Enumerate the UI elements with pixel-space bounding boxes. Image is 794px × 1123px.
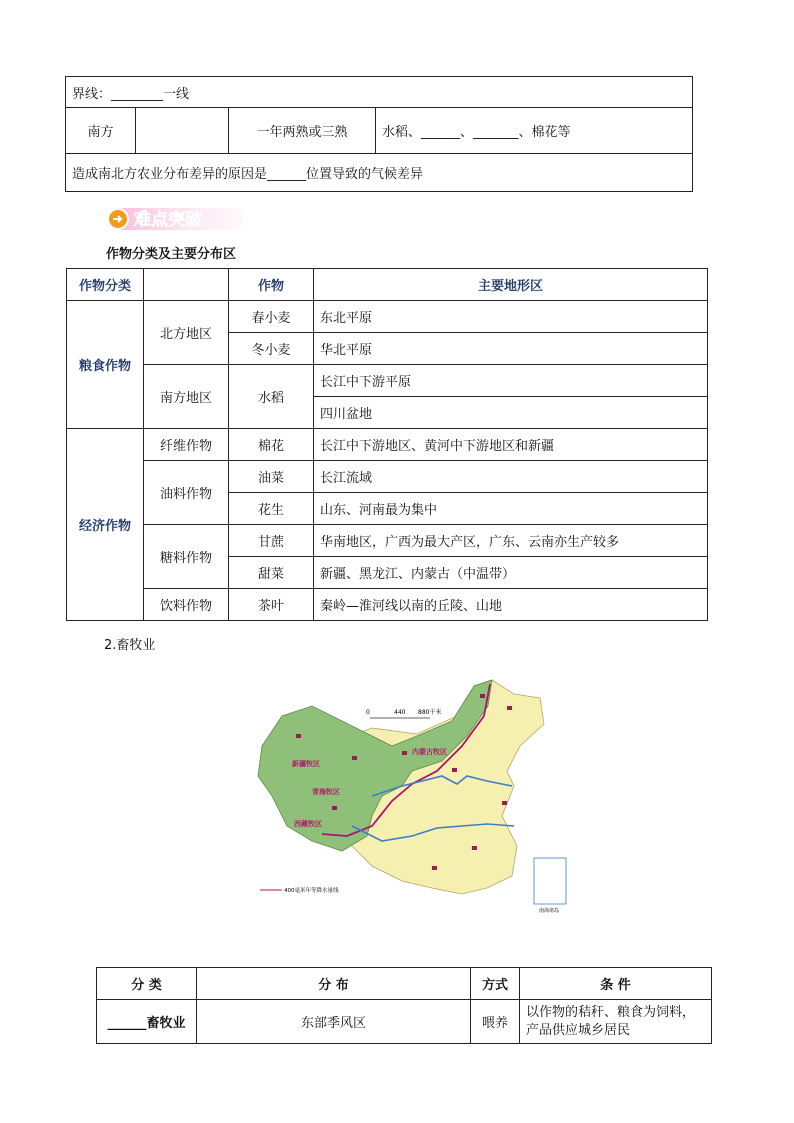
tea-area: 秦岭—淮河线以南的丘陵、山地 <box>314 589 708 621</box>
header-method: 方式 <box>471 968 520 1000</box>
boundary-row: 界线：________一线 <box>66 77 693 108</box>
qinghai-pasture: 青海牧区 <box>312 788 340 796</box>
inner-mongolia-pasture: 内蒙古牧区 <box>412 748 447 756</box>
rice: 水稻 <box>229 365 314 429</box>
south-blank-cell <box>136 108 229 154</box>
south-sea-inset <box>534 858 566 904</box>
peanut: 花生 <box>229 493 314 525</box>
south-label: 南方 <box>66 108 136 154</box>
header-class: 分 类 <box>97 968 197 1000</box>
rapeseed-area: 长江流域 <box>314 461 708 493</box>
livestock-distribution: 东部季风区 <box>197 1000 471 1044</box>
spring-wheat: 春小麦 <box>229 301 314 333</box>
rice-area-1: 长江中下游平原 <box>314 365 708 397</box>
scale-880: 880千米 <box>418 709 442 716</box>
xinjiang-pasture: 新疆牧区 <box>292 760 320 768</box>
sugarcane: 甘蔗 <box>229 525 314 557</box>
header-condition: 条 件 <box>520 968 712 1000</box>
livestock-map <box>252 676 574 916</box>
difficulty-banner <box>104 204 246 234</box>
tea: 茶叶 <box>229 589 314 621</box>
livestock-table <box>96 967 712 1044</box>
peanut-area: 山东、河南最为集中 <box>314 493 708 525</box>
beet-area: 新疆、黑龙江、内蒙古（中温带） <box>314 557 708 589</box>
sugarcane-area: 华南地区，广西为最大产区，广东、云南亦生产较多 <box>314 525 708 557</box>
winter-wheat-area: 华北平原 <box>314 333 708 365</box>
section-title: 2.畜牧业 <box>104 638 156 653</box>
south-crops: 水稻、______、_______、棉花等 <box>376 108 693 154</box>
south-region: 南方地区 <box>144 365 229 429</box>
crop-subtitle: 作物分类及主要分布区 <box>106 247 237 262</box>
condition-line-2: 产品供应城乡居民 <box>526 1022 631 1038</box>
rapeseed: 油菜 <box>229 461 314 493</box>
reason-row: 造成南北方农业分布差异的原因是______位置导致的气候差异 <box>66 154 693 192</box>
condition-line-1: 以作物的秸秆、粮食为饲料， <box>526 1004 696 1020</box>
north-region: 北方地区 <box>144 301 229 365</box>
grain-category: 粮食作物 <box>67 301 144 429</box>
header-blank <box>144 269 229 301</box>
banner-text: 难点突破 <box>134 210 202 230</box>
cotton: 棉花 <box>229 429 314 461</box>
drink-crops: 饮料作物 <box>144 589 229 621</box>
sugar-crops: 糖料作物 <box>144 525 229 589</box>
livestock-category: ______畜牧业 <box>97 1000 197 1044</box>
south-harvest: 一年两熟或三熟 <box>229 108 376 154</box>
cotton-area: 长江中下游地区、黄河中下游地区和新疆 <box>314 429 708 461</box>
livestock-condition <box>520 1000 712 1044</box>
header-crop: 作物 <box>229 269 314 301</box>
spring-wheat-area: 东北平原 <box>314 301 708 333</box>
fiber-crops: 纤维作物 <box>144 429 229 461</box>
crop-table <box>66 268 708 621</box>
inset-label: 南海诸岛 <box>539 908 560 914</box>
economic-category: 经济作物 <box>67 429 144 621</box>
rice-area-2: 四川盆地 <box>314 397 708 429</box>
header-category: 作物分类 <box>67 269 144 301</box>
winter-wheat: 冬小麦 <box>229 333 314 365</box>
oil-crops: 油料作物 <box>144 461 229 525</box>
scale-440: 440 <box>394 709 406 716</box>
agriculture-table <box>65 76 693 192</box>
legend-text: 400毫米年等降水量线 <box>284 888 339 894</box>
livestock-method: 喂养 <box>471 1000 520 1044</box>
scale-0: 0 <box>366 709 370 716</box>
header-distribution: 分 布 <box>197 968 471 1000</box>
beet: 甜菜 <box>229 557 314 589</box>
header-area: 主要地形区 <box>314 269 708 301</box>
tibet-pasture: 西藏牧区 <box>294 820 322 828</box>
